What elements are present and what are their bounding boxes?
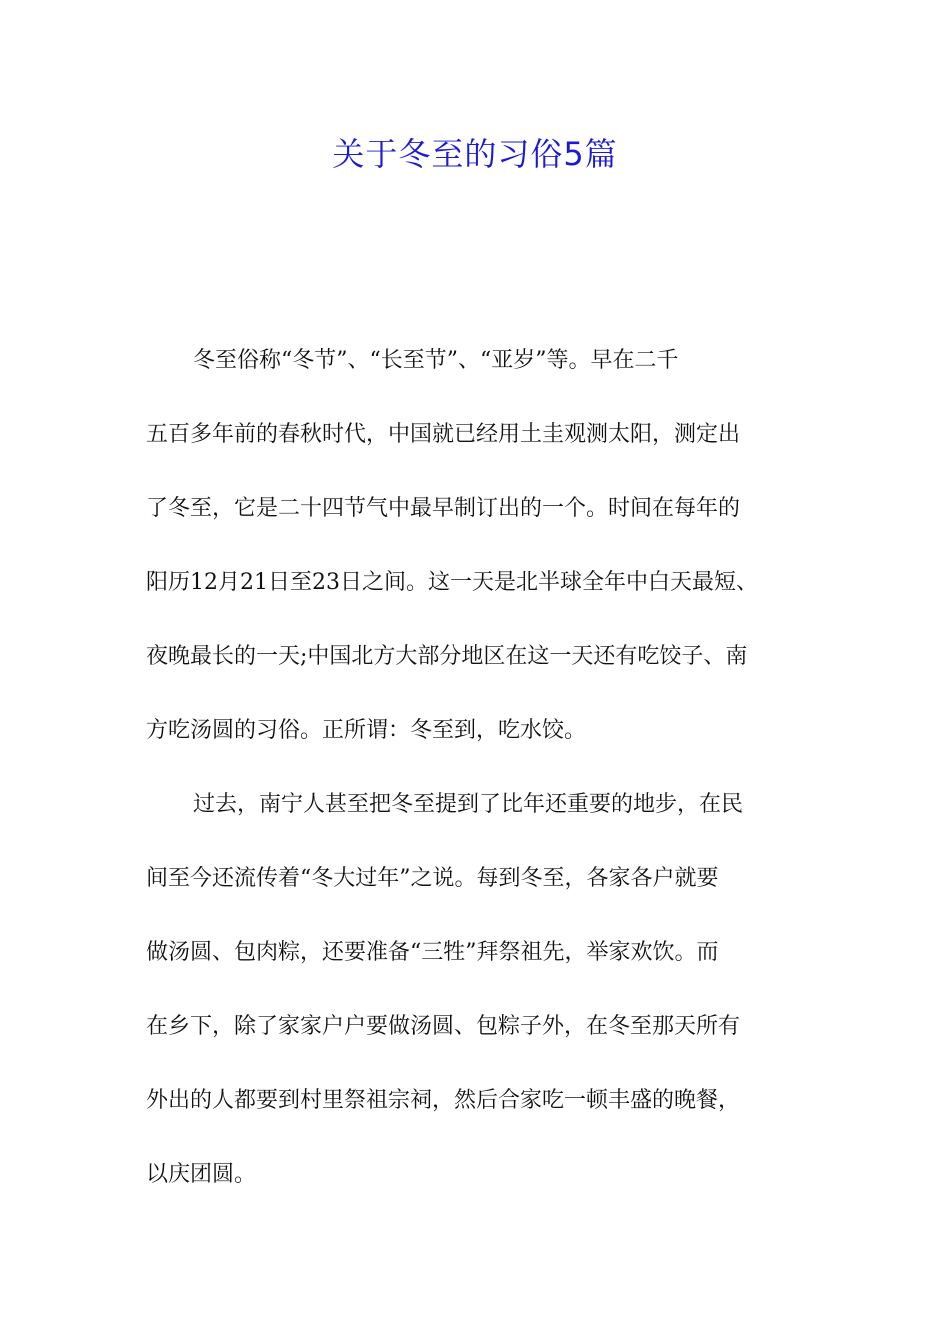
paragraph-line: 冬至俗称“冬节”、“长至节”、“亚岁”等。早在二千	[193, 348, 679, 373]
paragraph-line: 在乡下，除了家家户户要做汤圆、包粽子外，在冬至那天所有	[146, 1014, 741, 1039]
paragraph-line: 阳历12月21日至23日之间。这一天是北半球全年中白天最短、	[146, 570, 758, 595]
document-body	[146, 340, 806, 1228]
paragraph-line: 方吃汤圆的习俗。正所谓：冬至到，吃水饺。	[146, 718, 587, 743]
paragraph-line: 以庆团圆。	[146, 1162, 257, 1187]
document-title: 关于冬至的习俗5篇	[332, 135, 618, 173]
paragraph-line: 夜晚最长的一天;中国北方大部分地区在这一天还有吃饺子、南	[146, 644, 748, 669]
paragraph-2	[146, 784, 806, 1228]
paragraph-line: 过去，南宁人甚至把冬至提到了比年还重要的地步，在民	[193, 792, 744, 817]
paragraph-line: 做汤圆、包肉粽，还要准备“三牲”拜祭祖先，举家欢饮。而	[146, 940, 719, 965]
paragraph-line: 外出的人都要到村里祭祖宗祠，然后合家吃一顿丰盛的晚餐，	[146, 1088, 741, 1113]
paragraph-line: 间至今还流传着“冬大过年”之说。每到冬至，各家各户就要	[146, 866, 719, 891]
paragraph-line: 了冬至，它是二十四节气中最早制订出的一个。时间在每年的	[146, 496, 741, 521]
paragraph-line: 五百多年前的春秋时代，中国就已经用土圭观测太阳，测定出	[146, 422, 741, 447]
paragraph-1	[146, 340, 806, 784]
